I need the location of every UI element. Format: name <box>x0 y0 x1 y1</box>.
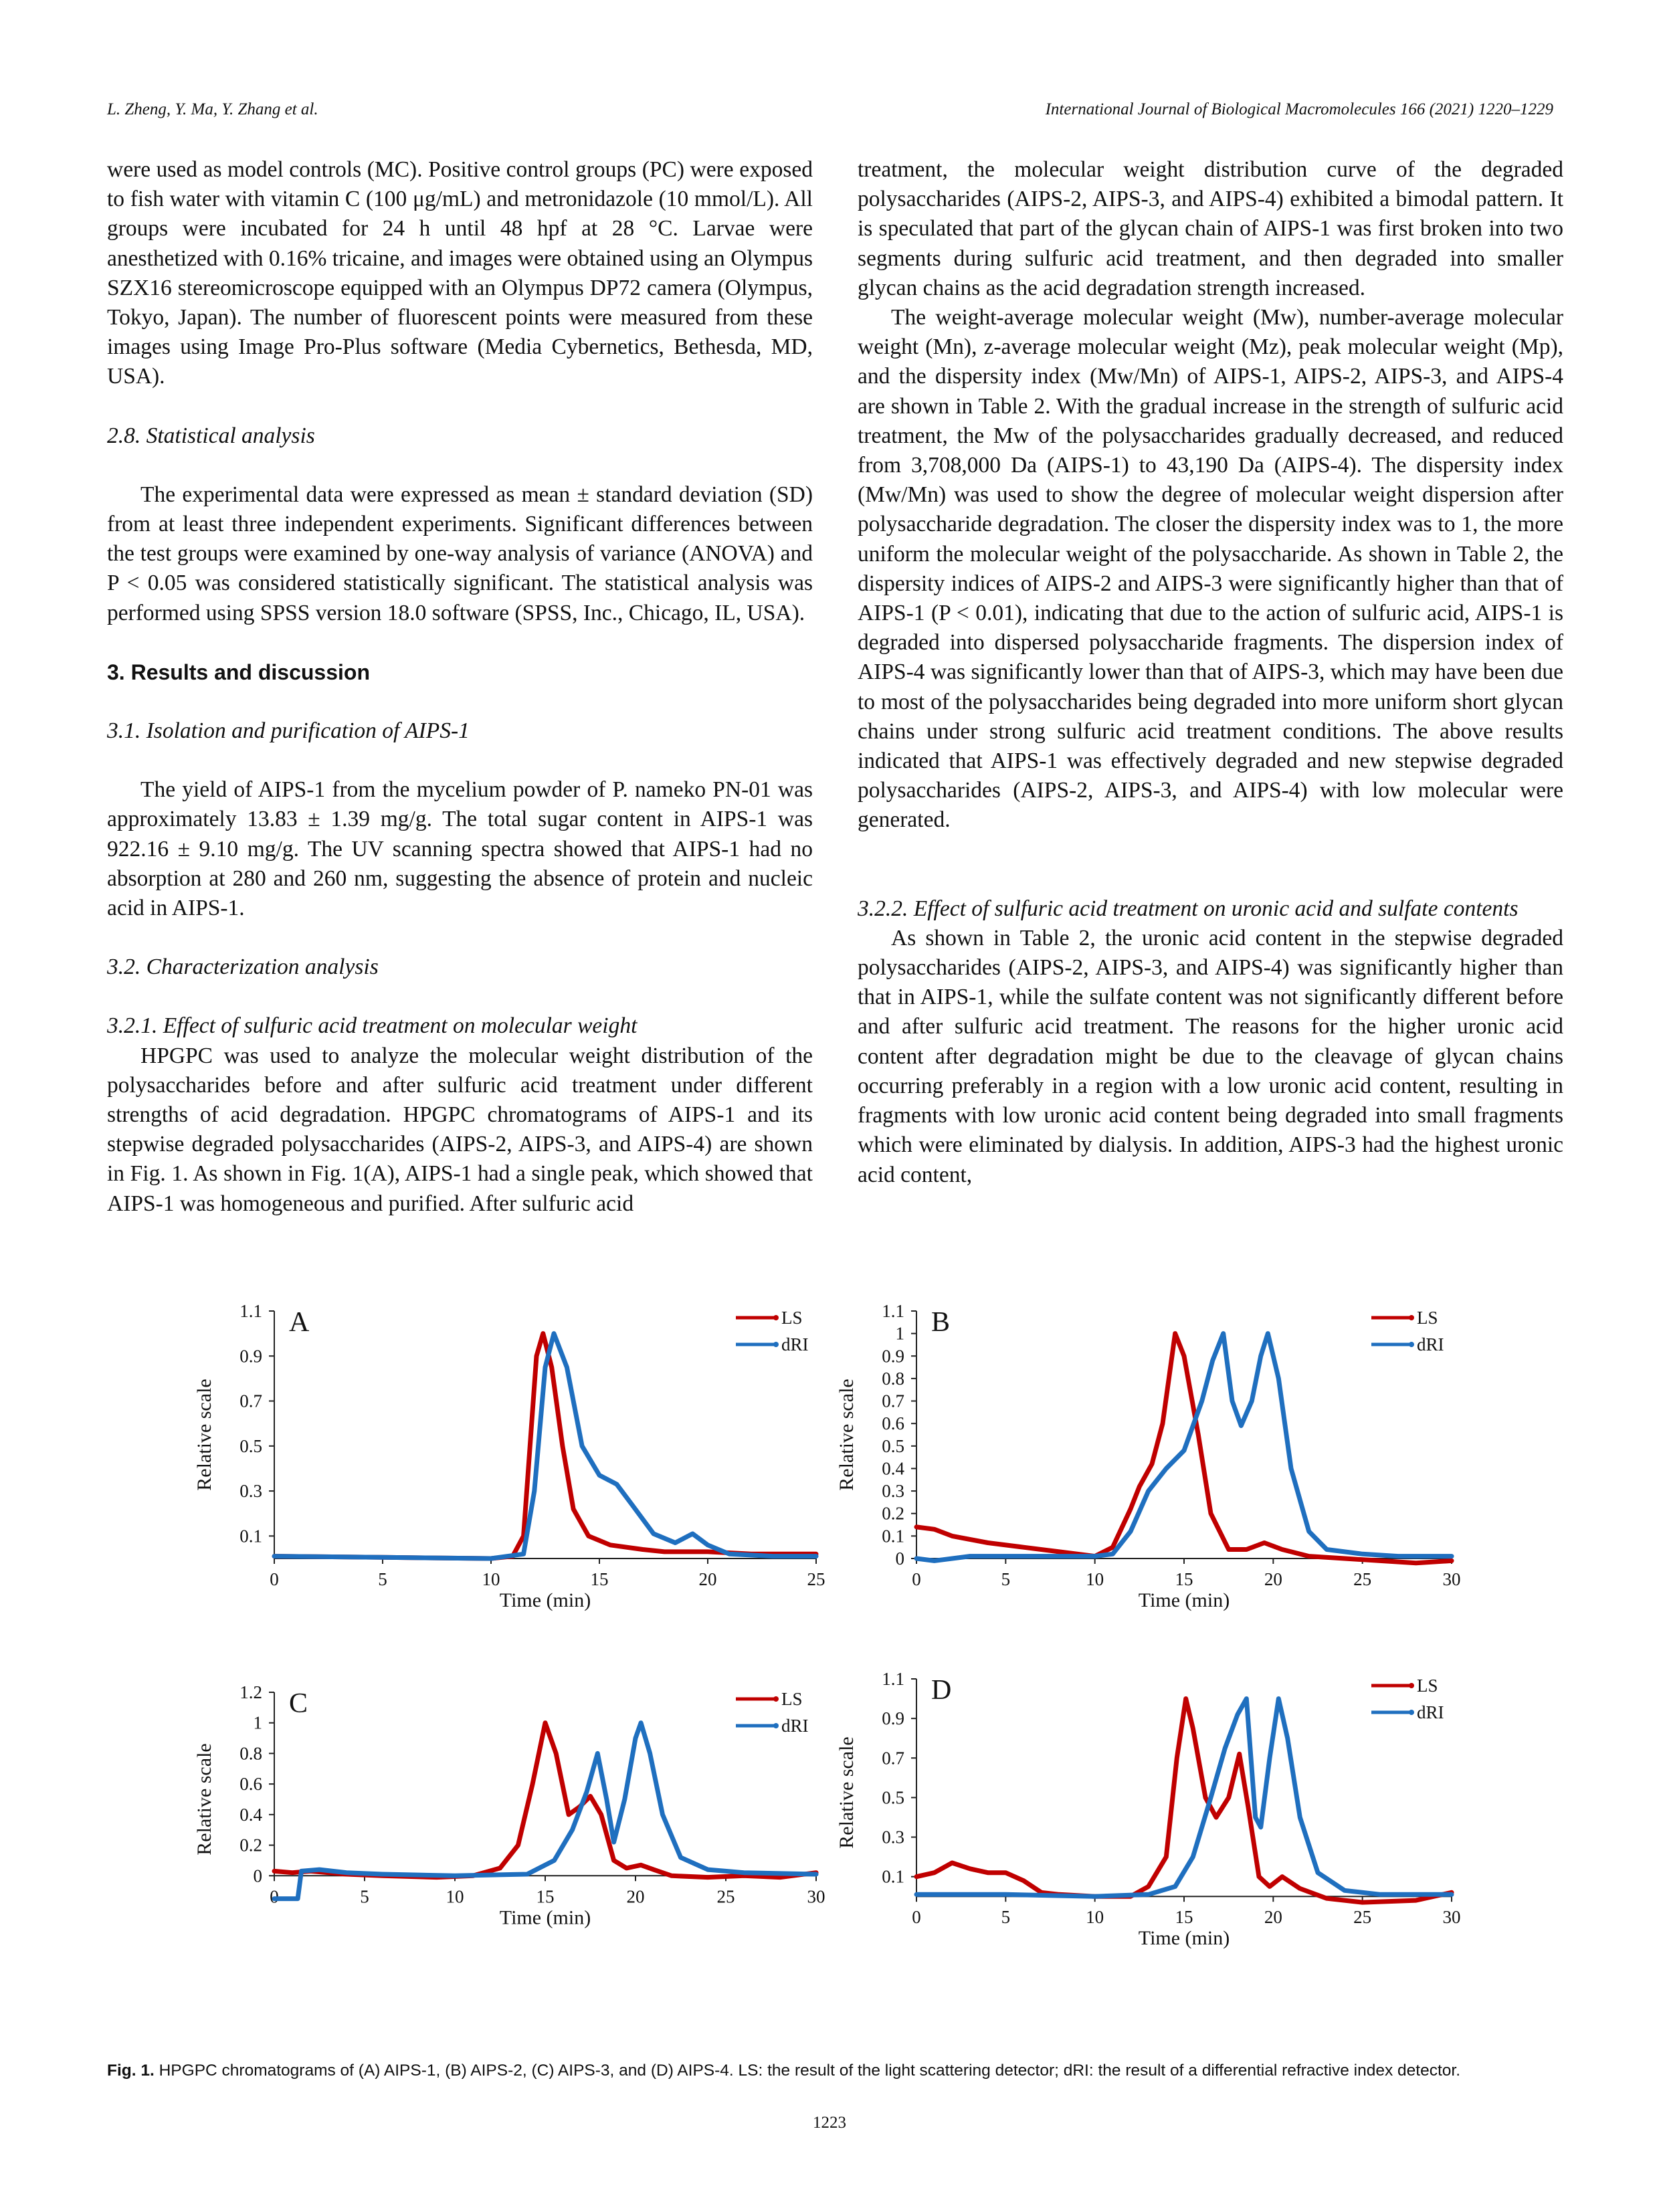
x-tick-label: 15 <box>1175 1569 1193 1589</box>
heading-3-2: 3.2. Characterization analysis <box>107 954 379 980</box>
page-number: 1223 <box>813 2114 846 2132</box>
legend-label-ls: LS <box>781 1308 803 1328</box>
legend-marker-dri <box>773 1342 779 1347</box>
legend-label-dri: dRI <box>1417 1334 1444 1354</box>
left-column <box>107 155 813 1219</box>
panel-letter: D <box>931 1675 952 1706</box>
legend-label-ls: LS <box>1417 1308 1438 1328</box>
x-tick-label: 5 <box>1001 1569 1011 1589</box>
x-tick-label: 30 <box>807 1886 825 1907</box>
legend-label-dri: dRI <box>781 1334 809 1354</box>
y-tick-label: 0 <box>895 1548 904 1569</box>
chart-panel-c <box>193 1682 825 1928</box>
y-tick-label: 0.5 <box>882 1787 904 1808</box>
heading-3-2-1: 3.2.1. Effect of sulfuric acid treatment on molecular weight <box>107 1013 638 1039</box>
x-axis-label: Time (min) <box>1138 1927 1230 1950</box>
x-tick-label: 30 <box>1442 1907 1461 1928</box>
y-axis-label: Relative scale <box>836 1379 858 1491</box>
paragraph-isolation: The yield of AIPS-1 from the mycelium powder of P. nameko PN-01 was approximately 13.83 ± 1.39 mg/g. The total sugar content in AIPS-1 was 922.16 ± 9.10 mg/g. The UV scanning spectra showed that AIPS-1 had no absorption at 280 and 260 nm, suggesting the absence of protein and nucleic acid in AIPS-1. <box>107 777 813 921</box>
x-tick-label: 25 <box>1353 1907 1372 1928</box>
chart-panel-d <box>836 1669 1461 1949</box>
x-tick-label: 0 <box>912 1907 921 1928</box>
legend-marker-ls <box>773 1696 779 1702</box>
heading-3-1: 3.1. Isolation and purification of AIPS-1 <box>107 718 470 744</box>
x-tick-label: 15 <box>536 1886 555 1907</box>
y-tick-label: 0.9 <box>239 1346 262 1367</box>
y-tick-label: 0.7 <box>882 1748 904 1769</box>
chart-panel-a <box>193 1301 825 1611</box>
legend-marker-dri <box>1409 1710 1414 1715</box>
heading-2-8: 2.8. Statistical analysis <box>107 423 315 448</box>
x-axis-label: Time (min) <box>1138 1589 1230 1611</box>
legend-label-ls: LS <box>1417 1676 1438 1696</box>
y-tick-label: 0.7 <box>239 1391 262 1411</box>
y-tick-label: 0.9 <box>882 1708 904 1729</box>
y-tick-label: 0.9 <box>882 1346 904 1367</box>
figure-caption-label: Fig. 1. <box>107 2062 155 2080</box>
right-column <box>858 155 1563 1190</box>
series-line-dri <box>274 1723 816 1899</box>
x-axis-label: Time (min) <box>499 1589 591 1611</box>
y-tick-label: 1 <box>895 1323 904 1344</box>
heading-3: 3. Results and discussion <box>107 660 370 684</box>
legend-marker-ls <box>773 1315 779 1320</box>
x-tick-label: 15 <box>590 1569 609 1589</box>
y-tick-label: 0.8 <box>882 1368 904 1389</box>
paragraph-dispersity: The weight-average molecular weight (Mw), number-average molecular weight (Mn), z-average molecular weight (Mz), peak molecular weight (Mp), and the dispersity index (Mw/Mn) of AIPS-1, AIPS-2, AIPS-3, and AIPS-4 are shown in Table 2. With the gradual increase in the strength of sulfuric acid treatment, the Mw of the polysaccharides gradually decreased, and reduced from 3,708,000 Da (AIPS-1) to 43,190 Da (AIPS-4). The dispersity index (Mw/Mn) was used to show the degree of molecular weight dispersion after polysaccharide degradation. The closer the dispersity index was to 1, the more uniform the molecular weight of the polysaccharide. As shown in Table 2, the dispersity indices of AIPS-2 and AIPS-3 were significantly higher than that of AIPS-1 (P < 0.01), indicating that due to the action of sulfuric acid, AIPS-1 is degraded into dispersed polysaccharide fragments. The dispersion index of AIPS-4 was significantly lower than that of AIPS-3, which may have been due to most of the polysaccharides being degraded into more uniform short glycan chains under strong sulfuric acid treatment conditions. The above results indicated that AIPS-1 was effectively degraded and new stepwise degraded polysaccharides (AIPS-2, AIPS-3, and AIPS-4) with low molecular were generated. <box>858 305 1563 833</box>
y-tick-label: 0.5 <box>882 1435 904 1456</box>
x-tick-label: 5 <box>1001 1907 1011 1928</box>
figure-1-charts <box>181 1291 1492 2047</box>
panel-letter: C <box>289 1688 308 1719</box>
y-tick-label: 0.6 <box>882 1413 904 1434</box>
y-tick-label: 1.1 <box>882 1301 904 1321</box>
y-tick-label: 1.1 <box>239 1301 262 1321</box>
y-tick-label: 0.5 <box>239 1435 262 1456</box>
x-tick-label: 5 <box>378 1569 387 1589</box>
x-tick-label: 10 <box>1086 1569 1104 1589</box>
panel-letter: B <box>931 1307 951 1338</box>
x-tick-label: 20 <box>1264 1907 1282 1928</box>
paragraph-uronic-acid: As shown in Table 2, the uronic acid content in the stepwise degraded polysaccharides (AIPS-2, AIPS-3, and AIPS-4) was significantly higher than that in AIPS-1, while the sulfate content was not significantly different before and after sulfuric acid treatment. The reasons for the higher uronic acid content after degradation might be due to the cleavage of glycan chains occurring preferably in a region with a low uronic acid content, resulting in fragments with low uronic acid content being degraded into small fragments which were eliminated by dialysis. In addition, AIPS-3 had the highest uronic acid content, <box>858 925 1563 1187</box>
x-tick-label: 15 <box>1175 1907 1193 1928</box>
x-tick-label: 20 <box>1264 1569 1282 1589</box>
y-tick-label: 0.7 <box>882 1391 904 1411</box>
y-tick-label: 0.3 <box>882 1481 904 1502</box>
legend-marker-dri <box>1409 1342 1414 1347</box>
running-header-journal: International Journal of Biological Macromolecules 166 (2021) 1220–1229 <box>1045 100 1553 118</box>
x-tick-label: 25 <box>716 1886 735 1907</box>
x-tick-label: 25 <box>807 1569 825 1589</box>
figure-caption-text: HPGPC chromatograms of (A) AIPS-1, (B) AIPS-2, (C) AIPS-3, and (D) AIPS-4. LS: the result of the light scattering detector; dRI: the result of a differential refractive index detector. <box>154 2062 1461 2080</box>
x-tick-label: 20 <box>626 1886 645 1907</box>
y-tick-label: 1 <box>253 1712 262 1733</box>
paragraph-methods-continued: were used as model controls (MC). Positive control groups (PC) were exposed to fish water with vitamin C (100 μg/mL) and metronidazole (10 mmol/L). All groups were incubated for 24 h until 48 hpf at 28 °C. Larvae were anesthetized with 0.16% tricaine, and images were obtained using an Olympus SZX16 stereomicroscope equipped with an Olympus DP72 camera (Olympus, Tokyo, Japan). The number of fluorescent points were measured from these images using Image Pro-Plus software (Media Cybernetics, Bethesda, MD, USA). <box>107 157 813 389</box>
legend-marker-ls <box>1409 1683 1414 1688</box>
paragraph-bimodal: treatment, the molecular weight distribution curve of the degraded polysaccharides (AIPS-2, AIPS-3, and AIPS-4) exhibited a bimodal pattern. It is speculated that part of the glycan chain of AIPS-1 was first broken into two segments during sulfuric acid treatment, and then degraded into smaller glycan chains as the acid degradation strength increased. <box>858 157 1563 300</box>
y-axis-label: Relative scale <box>836 1736 858 1849</box>
x-tick-label: 10 <box>446 1886 464 1907</box>
panel-letter: A <box>289 1307 310 1338</box>
legend-label-dri: dRI <box>781 1716 809 1736</box>
x-tick-label: 10 <box>1086 1907 1104 1928</box>
y-tick-label: 0.8 <box>239 1743 262 1764</box>
series-line-ls <box>274 1723 816 1878</box>
y-tick-label: 0.2 <box>239 1835 262 1855</box>
running-header-authors: L. Zheng, Y. Ma, Y. Zhang et al. <box>107 100 318 118</box>
y-tick-label: 0.2 <box>882 1503 904 1524</box>
y-tick-label: 1.2 <box>239 1682 262 1702</box>
series-line-dri <box>274 1334 816 1559</box>
chart-panel-b <box>836 1301 1461 1611</box>
y-tick-label: 0.1 <box>882 1526 904 1546</box>
x-tick-label: 0 <box>912 1569 921 1589</box>
x-tick-label: 20 <box>698 1569 717 1589</box>
series-line-dri <box>916 1699 1452 1897</box>
legend-label-dri: dRI <box>1417 1702 1444 1722</box>
heading-3-2-2: 3.2.2. Effect of sulfuric acid treatment on uronic acid and sulfate contents <box>858 896 1519 921</box>
y-tick-label: 0.1 <box>239 1526 262 1546</box>
y-tick-label: 0.3 <box>239 1481 262 1502</box>
figure-1 <box>181 1291 1492 2047</box>
legend-label-ls: LS <box>781 1689 803 1709</box>
y-tick-label: 0 <box>253 1866 262 1886</box>
y-axis-label: Relative scale <box>193 1379 215 1491</box>
x-tick-label: 5 <box>360 1886 369 1907</box>
x-tick-label: 25 <box>1353 1569 1372 1589</box>
y-tick-label: 0.1 <box>882 1866 904 1887</box>
y-tick-label: 0.3 <box>882 1827 904 1847</box>
x-tick-label: 0 <box>270 1569 279 1589</box>
paragraph-statistics: The experimental data were expressed as mean ± standard deviation (SD) from at least three independent experiments. Significant differences between the test groups were examined by one-way analysis of variance (ANOVA) and P < 0.05 was considered statistically significant. The statistical analysis was performed using SPSS version 18.0 software (SPSS, Inc., Chicago, IL, USA). <box>107 482 813 625</box>
legend-marker-dri <box>773 1723 779 1728</box>
y-tick-label: 0.6 <box>239 1774 262 1795</box>
x-tick-label: 30 <box>1442 1569 1461 1589</box>
paragraph-molecular-weight: HPGPC was used to analyze the molecular weight distribution of the polysaccharides before and after sulfuric acid treatment under different strengths of acid degradation. HPGPC chromatograms of AIPS-1 and its stepwise degraded polysaccharides (AIPS-2, AIPS-3, and AIPS-4) are shown in Fig. 1. As shown in Fig. 1(A), AIPS-1 had a single peak, which showed that AIPS-1 was homogeneous and purified. After sulfuric acid <box>107 1043 813 1216</box>
figure-caption <box>107 2062 1555 2080</box>
y-tick-label: 0.4 <box>882 1458 904 1479</box>
y-axis-label: Relative scale <box>193 1743 215 1855</box>
legend-marker-ls <box>1409 1315 1414 1320</box>
x-tick-label: 10 <box>482 1569 500 1589</box>
x-tick-label: 0 <box>270 1886 279 1907</box>
y-tick-label: 0.4 <box>239 1804 262 1825</box>
y-tick-label: 1.1 <box>882 1669 904 1689</box>
x-axis-label: Time (min) <box>499 1906 591 1929</box>
